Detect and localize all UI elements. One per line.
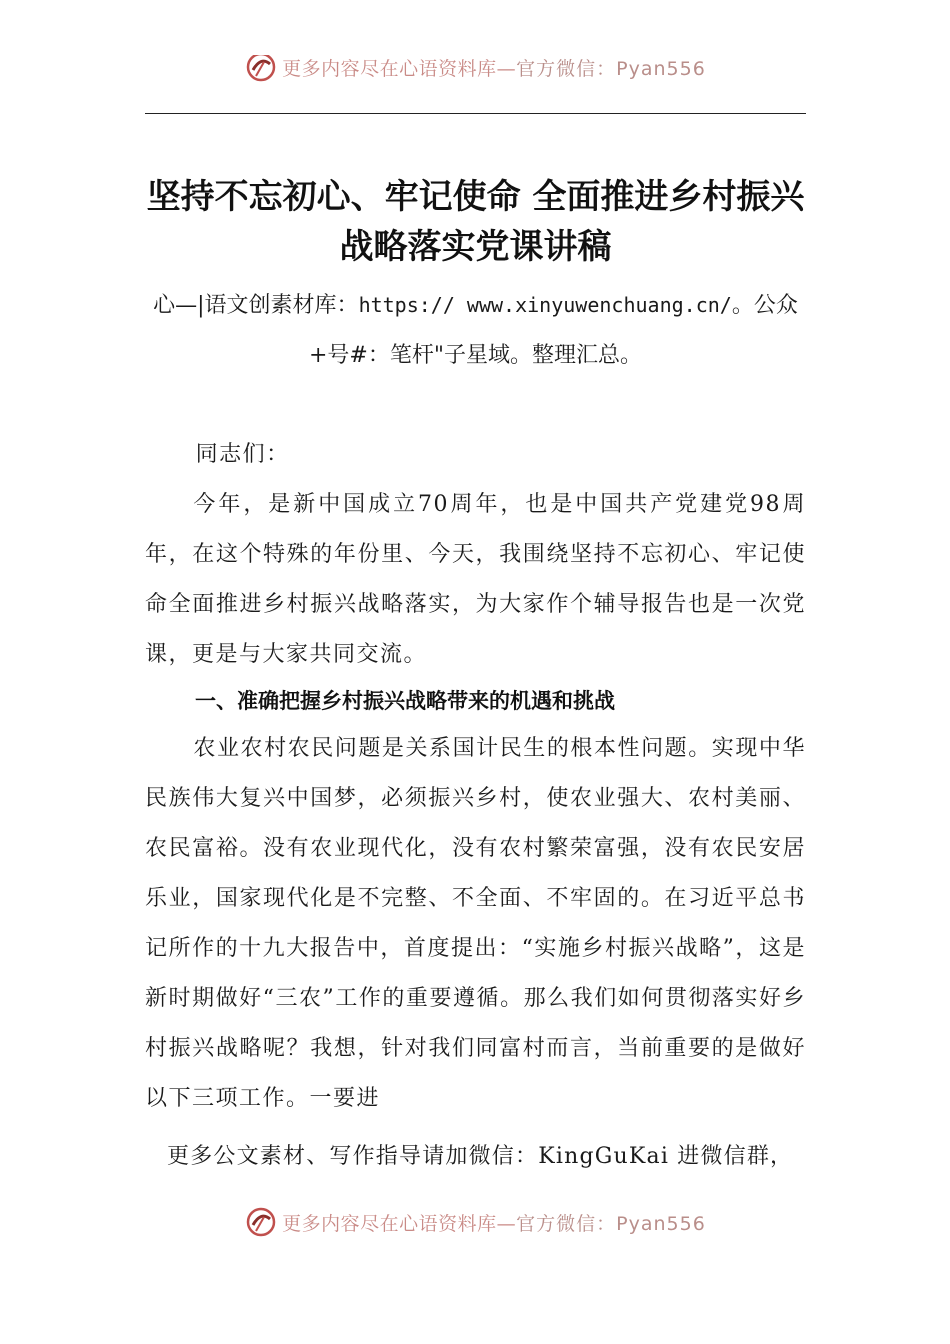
source-prefix: 心—|语文创素材库： <box>153 293 359 318</box>
greeting: 同志们： <box>195 442 290 467</box>
watermark-contact: 官方微信：Pyan556 <box>516 1212 706 1235</box>
logo-icon <box>244 55 278 84</box>
watermark-text: 更多内容尽在心语资料库— <box>282 57 517 80</box>
section-heading-1: 一、准确把握乡村振兴战略带来的机遇和挑战 <box>195 689 615 713</box>
watermark-text: 更多内容尽在心语资料库— <box>282 1212 517 1235</box>
source-url: https:// www.xinyuwenchuang.cn/ <box>358 293 732 317</box>
paragraph-2: 农业农村农民问题是关系国计民生的根本性问题。实现中华民族伟大复兴中国梦，必须振兴乡村，使农业强大、农村美丽、农民富裕。没有农业现代化，没有农村繁荣富强，没有农民安居乐业，国家现代化是不完整、不全面、不牢固的。在习近平总书记所作的十九大报告中，首度提出：“实施乡村振兴战略”，这是新时期做好“三农”工作的重要遵循。那么我们如何贯彻落实好乡村振兴战略呢？我想，针对我们同富村而言，当前重要的是做好以下三项工作。一要进 <box>145 736 806 1111</box>
footer-watermark <box>0 1204 950 1240</box>
source-suffix: 。公众+号#：笔杆"子星域。整理汇总。 <box>309 293 798 368</box>
footer-note: 更多公文素材、写作指导请加微信：KingGuKai 进微信群， <box>167 1144 794 1169</box>
header-divider <box>145 113 806 114</box>
logo-icon <box>244 1205 278 1239</box>
header-watermark <box>0 55 950 91</box>
document-title: 坚持不忘初心、牢记使命 全面推进乡村振兴战略落实党课讲稿 <box>146 177 805 267</box>
paragraph-1: 今年，是新中国成立70周年，也是中国共产党建党98周年，在这个特殊的年份里、今天，我围绕坚持不忘初心、牢记使命全面推进乡村振兴战略落实，为大家作个辅导报告也是一次党课，更是与大家共同交流。 <box>145 492 806 667</box>
watermark-contact: 官方微信：Pyan556 <box>516 57 706 80</box>
source-line <box>145 280 806 381</box>
